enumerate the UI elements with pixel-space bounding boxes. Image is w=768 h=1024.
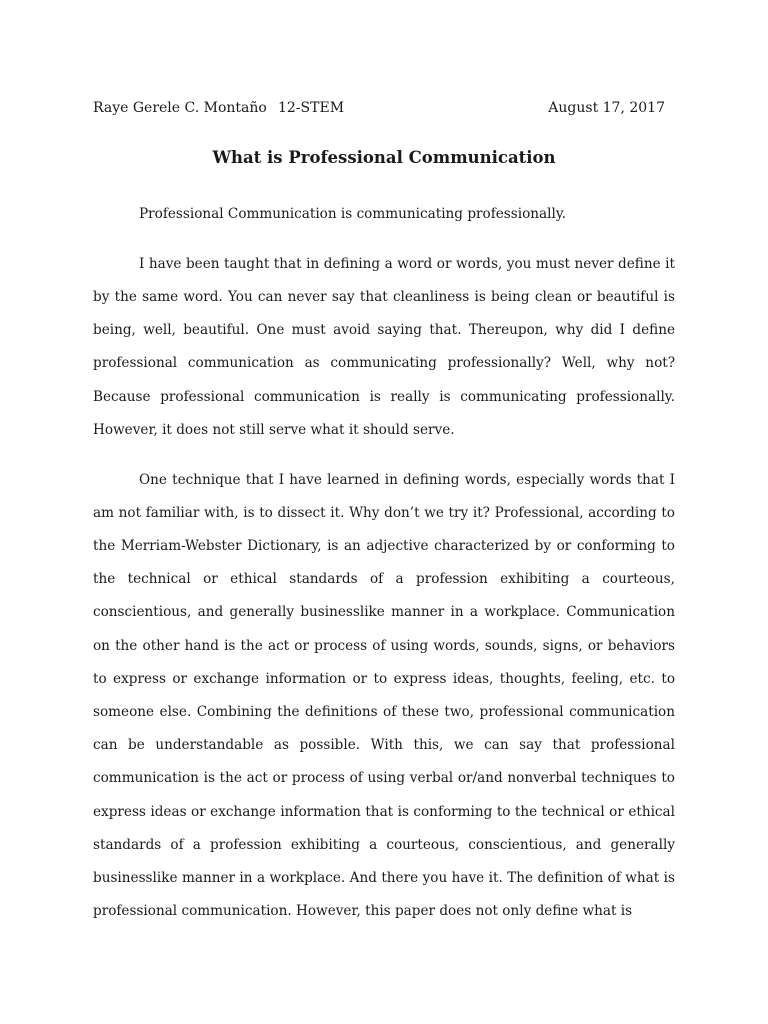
paragraph-2: I have been taught that in defining a word or words, you must never define it by the same word. You can never say that cleanliness is being clean or beautiful is being, well, beautiful. One must avoid saying that. Thereupon, why did I define professional communication as communicating professionally? Well, why not? Because professional communication is really is communicating professionally. However, it does not still serve what it should serve. <box>93 255 675 438</box>
document-title: What is Professional Communication <box>212 148 556 167</box>
author-name: Raye Gerele C. Montaño <box>93 100 267 116</box>
document-body <box>93 198 675 928</box>
paragraph-1: Professional Communication is communicating professionally. <box>139 206 567 222</box>
class-section: 12-STEM <box>278 100 345 116</box>
document-header <box>93 100 665 122</box>
paragraph-3: One technique that I have learned in defining words, especially words that I am not familiar with, is to dissect it. Why don’t we try it? Professional, according to the Merriam-Webster Dictionary, is an adjective characterized by or conforming to the technical or ethical standards of a profession exhibiting a courteous, conscientious, and generally businesslike manner in a workplace. Communication on the other hand is the act or process of using words, sounds, signs, or behaviors to express or exchange information or to express ideas, thoughts, feeling, etc. to someone else. Combining the definitions of these two, professional communication can be understandable as possible. With this, we can say that professional communication is the act or process of using verbal or/and nonverbal techniques to express ideas or exchange information that is conforming to the technical or ethical standards of a profession exhibiting a courteous, conscientious, and generally businesslike manner in a workplace. And there you have it. The definition of what is professional communication. However, this paper does not only define what is <box>93 471 675 920</box>
document-date: August 17, 2017 <box>548 100 665 116</box>
